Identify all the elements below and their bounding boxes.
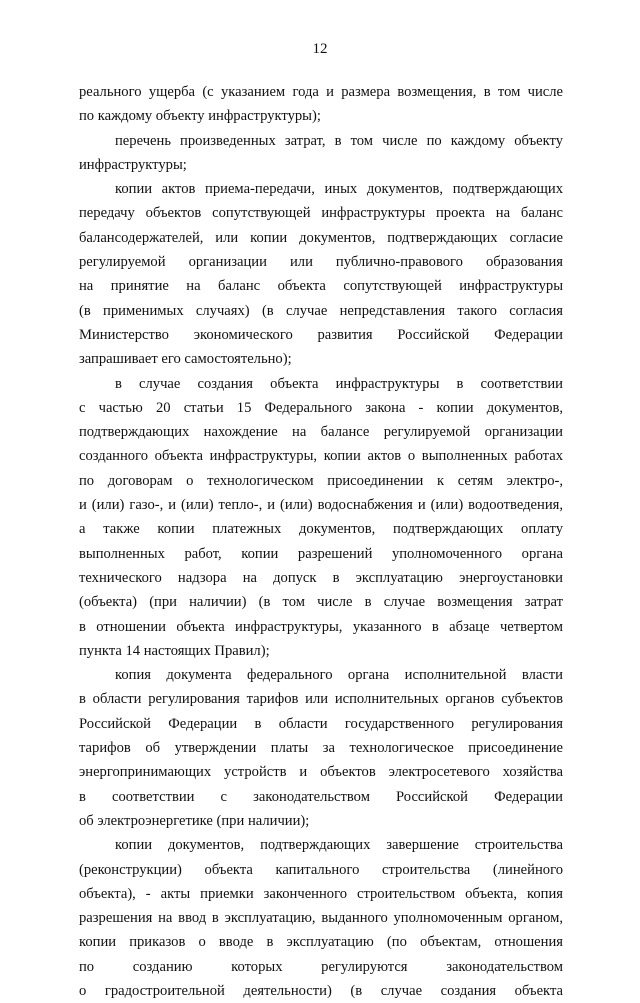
- text-line: в отношении объекта инфраструктуры, указанного в абзаце четвертом: [79, 618, 563, 635]
- text-line: о градостроительной деятельности) (в случае создания объекта: [79, 982, 563, 999]
- text-line: реального ущерба (с указанием года и размера возмещения, в том числе: [79, 84, 563, 100]
- text-line: (реконструкции) объекта капитального строительства (линейного: [79, 861, 563, 878]
- text-line: а также копии платежных документов, подтверждающих оплату: [79, 521, 563, 538]
- text-line: по каждому объекту инфраструктуры);: [79, 108, 321, 125]
- text-line: об электроэнергетике (при наличии);: [79, 812, 310, 829]
- text-line: в соответствии с законодательством Российской Федерации: [79, 788, 563, 805]
- text-line: и (или) газо-, и (или) тепло-, и (или) водоснабжения и (или) водоотведения,: [79, 497, 563, 514]
- text-line: копия документа федерального органа исполнительной власти: [115, 667, 563, 684]
- text-line: балансодержателей, или копии документов, подтверждающих согласие: [79, 229, 563, 246]
- text-line: выполненных работ, копии разрешений уполномоченного органа: [79, 545, 563, 562]
- text-line: разрешения на ввод в эксплуатацию, выданного уполномоченным органом,: [79, 910, 563, 927]
- text-line: регулируемой организации или публично-правового образования: [79, 254, 563, 271]
- text-line: копии приказов о вводе в эксплуатацию (по объектам, отношения: [79, 934, 563, 951]
- text-line: пункта 14 настоящих Правил);: [79, 642, 270, 659]
- text-line: (объекта) (при наличии) (в том числе в случае возмещения затрат: [79, 594, 563, 611]
- text-line: в области регулирования тарифов или исполнительных органов субъектов: [79, 691, 563, 708]
- body-text: [79, 80, 563, 1003]
- text-line: на принятие на баланс объекта сопутствующей инфраструктуры: [79, 278, 563, 295]
- page-number: 12: [312, 41, 328, 57]
- text-line: (в применимых случаях) (в случае непредставления такого согласия: [79, 302, 563, 319]
- text-line: технического надзора на допуск в эксплуатацию энергоустановки: [79, 569, 563, 586]
- text-line: энергопринимающих устройств и объектов электросетевого хозяйства: [79, 764, 563, 781]
- text-line: инфраструктуры;: [79, 156, 187, 173]
- text-line: копии актов приема-передачи, иных документов, подтверждающих: [115, 181, 563, 198]
- text-line: с частью 20 статьи 15 Федерального закона - копии документов,: [79, 399, 563, 416]
- text-line: передачу объектов сопутствующей инфраструктуры проекта на баланс: [79, 205, 563, 222]
- text-line: объекта), - акты приемки законченного строительством объекта, копия: [79, 885, 563, 902]
- text-line: созданного объекта инфраструктуры, копии актов о выполненных работах: [79, 448, 563, 465]
- text-line: Российской Федерации в области государственного регулирования: [79, 715, 563, 732]
- text-line: Министерство экономического развития Российской Федерации: [79, 326, 563, 343]
- text-line: по договорам о технологическом присоединении к сетям электро-,: [79, 472, 563, 489]
- text-line: по созданию которых регулируются законодательством: [79, 958, 563, 975]
- text-line: копии документов, подтверждающих завершение строительства: [115, 837, 563, 854]
- text-line: тарифов об утверждении платы за технологическое присоединение: [79, 740, 563, 757]
- text-line: перечень произведенных затрат, в том числе по каждому объекту: [115, 132, 563, 149]
- text-line: в случае создания объекта инфраструктуры в соответствии: [115, 375, 563, 392]
- text-line: подтверждающих нахождение на балансе регулируемой организации: [79, 424, 563, 441]
- text-line: запрашивает его самостоятельно);: [79, 351, 292, 368]
